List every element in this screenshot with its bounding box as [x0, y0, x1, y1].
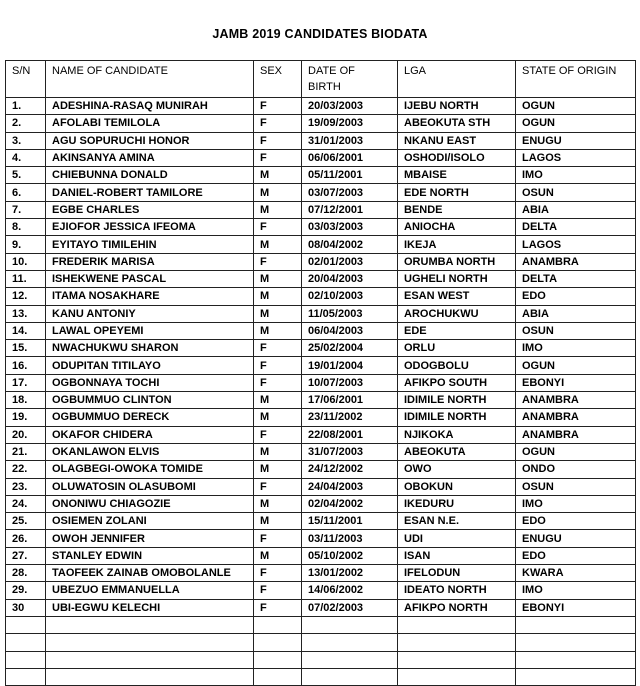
cell-name: CHIEBUNNA DONALD — [46, 167, 254, 184]
cell-sex: M — [254, 495, 302, 512]
cell-sex: M — [254, 288, 302, 305]
cell-state: ENUGU — [516, 530, 636, 547]
cell-sex: F — [254, 599, 302, 616]
cell-sn: 16. — [6, 357, 46, 374]
cell-sn: 20. — [6, 426, 46, 443]
cell-state: IMO — [516, 340, 636, 357]
cell-sn: 10. — [6, 253, 46, 270]
cell-lga: OBOKUN — [398, 478, 516, 495]
cell-name: UBEZUO EMMANUELLA — [46, 582, 254, 599]
empty-cell — [46, 634, 254, 651]
empty-row — [6, 651, 636, 668]
cell-lga: AROCHUKWU — [398, 305, 516, 322]
cell-sn: 28. — [6, 565, 46, 582]
cell-sn: 21. — [6, 443, 46, 460]
empty-cell — [398, 668, 516, 685]
empty-cell — [6, 634, 46, 651]
table-row — [6, 495, 636, 512]
cell-state: LAGOS — [516, 236, 636, 253]
cell-sn: 12. — [6, 288, 46, 305]
header-sex: SEX — [254, 61, 302, 98]
cell-dob: 02/04/2002 — [302, 495, 398, 512]
table-row — [6, 201, 636, 218]
cell-lga: IKEJA — [398, 236, 516, 253]
cell-lga: IDEATO NORTH — [398, 582, 516, 599]
table-row — [6, 409, 636, 426]
cell-lga: NJIKOKA — [398, 426, 516, 443]
cell-name: LAWAL OPEYEMI — [46, 322, 254, 339]
cell-sn: 18. — [6, 392, 46, 409]
cell-lga: ORUMBA NORTH — [398, 253, 516, 270]
cell-lga: IFELODUN — [398, 565, 516, 582]
cell-dob: 02/10/2003 — [302, 288, 398, 305]
cell-dob: 03/03/2003 — [302, 219, 398, 236]
cell-sex: F — [254, 132, 302, 149]
empty-cell — [398, 651, 516, 668]
cell-lga: BENDE — [398, 201, 516, 218]
cell-state: ABIA — [516, 305, 636, 322]
cell-dob: 19/09/2003 — [302, 115, 398, 132]
cell-state: EDO — [516, 547, 636, 564]
cell-state: OSUN — [516, 478, 636, 495]
cell-state: OSUN — [516, 322, 636, 339]
cell-dob: 14/06/2002 — [302, 582, 398, 599]
cell-lga: IKEDURU — [398, 495, 516, 512]
cell-name: ODUPITAN TITILAYO — [46, 357, 254, 374]
cell-sn: 13. — [6, 305, 46, 322]
empty-cell — [6, 651, 46, 668]
cell-name: ITAMA NOSAKHARE — [46, 288, 254, 305]
cell-state: ANAMBRA — [516, 426, 636, 443]
cell-name: AKINSANYA AMINA — [46, 149, 254, 166]
cell-state: ANAMBRA — [516, 253, 636, 270]
cell-state: OSUN — [516, 184, 636, 201]
cell-lga: ABEOKUTA STH — [398, 115, 516, 132]
cell-sn: 26. — [6, 530, 46, 547]
cell-sex: M — [254, 322, 302, 339]
cell-sex: F — [254, 253, 302, 270]
cell-sex: M — [254, 547, 302, 564]
table-row — [6, 98, 636, 115]
cell-dob: 07/12/2001 — [302, 201, 398, 218]
cell-sn: 24. — [6, 495, 46, 512]
cell-lga: OSHODI/ISOLO — [398, 149, 516, 166]
cell-name: ISHEKWENE PASCAL — [46, 270, 254, 287]
table-header-row — [6, 61, 636, 98]
cell-lga: OWO — [398, 461, 516, 478]
empty-cell — [302, 634, 398, 651]
cell-dob: 08/04/2002 — [302, 236, 398, 253]
cell-sn: 15. — [6, 340, 46, 357]
cell-name: EYITAYO TIMILEHIN — [46, 236, 254, 253]
empty-cell — [254, 616, 302, 633]
empty-cell — [398, 634, 516, 651]
empty-row — [6, 616, 636, 633]
cell-sex: F — [254, 565, 302, 582]
table-row — [6, 443, 636, 460]
cell-name: UBI-EGWU KELECHI — [46, 599, 254, 616]
cell-sex: F — [254, 426, 302, 443]
cell-sn: 1. — [6, 98, 46, 115]
cell-lga: ANIOCHA — [398, 219, 516, 236]
empty-cell — [516, 668, 636, 685]
cell-dob: 25/02/2004 — [302, 340, 398, 357]
table-row — [6, 236, 636, 253]
cell-state: KWARA — [516, 565, 636, 582]
cell-lga: IJEBU NORTH — [398, 98, 516, 115]
cell-lga: ODOGBOLU — [398, 357, 516, 374]
table-row — [6, 167, 636, 184]
cell-sex: F — [254, 582, 302, 599]
empty-cell — [6, 668, 46, 685]
cell-dob: 03/07/2003 — [302, 184, 398, 201]
cell-state: IMO — [516, 167, 636, 184]
cell-dob: 24/04/2003 — [302, 478, 398, 495]
cell-state: EBONYI — [516, 599, 636, 616]
cell-dob: 05/10/2002 — [302, 547, 398, 564]
cell-sex: M — [254, 461, 302, 478]
cell-name: OSIEMEN ZOLANI — [46, 513, 254, 530]
cell-lga: EDE NORTH — [398, 184, 516, 201]
cell-sex: M — [254, 513, 302, 530]
empty-cell — [516, 616, 636, 633]
cell-sex: F — [254, 115, 302, 132]
table-row — [6, 530, 636, 547]
cell-state: ONDO — [516, 461, 636, 478]
cell-lga: UGHELI NORTH — [398, 270, 516, 287]
cell-dob: 05/11/2001 — [302, 167, 398, 184]
cell-name: TAOFEEK ZAINAB OMOBOLANLE — [46, 565, 254, 582]
cell-sex: M — [254, 443, 302, 460]
table-row — [6, 253, 636, 270]
cell-dob: 06/06/2001 — [302, 149, 398, 166]
cell-state: DELTA — [516, 270, 636, 287]
cell-state: IMO — [516, 495, 636, 512]
cell-name: STANLEY EDWIN — [46, 547, 254, 564]
table-row — [6, 565, 636, 582]
cell-state: OGUN — [516, 443, 636, 460]
empty-cell — [516, 651, 636, 668]
table-row — [6, 547, 636, 564]
cell-name: ONONIWU CHIAGOZIE — [46, 495, 254, 512]
header-sn: S/N — [6, 61, 46, 98]
empty-cell — [516, 634, 636, 651]
cell-name: EGBE CHARLES — [46, 201, 254, 218]
table-row — [6, 184, 636, 201]
cell-sex: M — [254, 305, 302, 322]
cell-sex: M — [254, 270, 302, 287]
document-title: JAMB 2019 CANDIDATES BIODATA — [212, 27, 428, 41]
cell-dob: 17/06/2001 — [302, 392, 398, 409]
cell-name: AFOLABI TEMILOLA — [46, 115, 254, 132]
cell-name: ADESHINA-RASAQ MUNIRAH — [46, 98, 254, 115]
cell-lga: IDIMILE NORTH — [398, 409, 516, 426]
cell-dob: 22/08/2001 — [302, 426, 398, 443]
table-row — [6, 270, 636, 287]
cell-state: OGUN — [516, 115, 636, 132]
cell-dob: 19/01/2004 — [302, 357, 398, 374]
cell-dob: 13/01/2002 — [302, 565, 398, 582]
empty-cell — [254, 634, 302, 651]
cell-name: KANU ANTONIY — [46, 305, 254, 322]
cell-sex: F — [254, 357, 302, 374]
cell-sex: M — [254, 392, 302, 409]
empty-cell — [302, 616, 398, 633]
cell-lga: AFIKPO SOUTH — [398, 374, 516, 391]
cell-sex: F — [254, 530, 302, 547]
cell-state: ENUGU — [516, 132, 636, 149]
cell-sex: M — [254, 184, 302, 201]
cell-lga: UDI — [398, 530, 516, 547]
cell-name: AGU SOPURUCHI HONOR — [46, 132, 254, 149]
table-row — [6, 288, 636, 305]
cell-sn: 17. — [6, 374, 46, 391]
cell-lga: NKANU EAST — [398, 132, 516, 149]
cell-sex: M — [254, 167, 302, 184]
cell-sn: 11. — [6, 270, 46, 287]
empty-cell — [254, 668, 302, 685]
cell-name: OGBUMMUO DERECK — [46, 409, 254, 426]
table-row — [6, 115, 636, 132]
cell-state: EDO — [516, 513, 636, 530]
cell-sn: 2. — [6, 115, 46, 132]
cell-sex: F — [254, 478, 302, 495]
empty-cell — [46, 616, 254, 633]
cell-sn: 23. — [6, 478, 46, 495]
cell-lga: ORLU — [398, 340, 516, 357]
cell-sn: 6. — [6, 184, 46, 201]
cell-state: DELTA — [516, 219, 636, 236]
cell-sn: 22. — [6, 461, 46, 478]
cell-lga: EDE — [398, 322, 516, 339]
table-row — [6, 305, 636, 322]
empty-cell — [398, 616, 516, 633]
cell-sn: 19. — [6, 409, 46, 426]
cell-sex: M — [254, 409, 302, 426]
cell-dob: 07/02/2003 — [302, 599, 398, 616]
empty-cell — [302, 651, 398, 668]
cell-sex: F — [254, 219, 302, 236]
cell-dob: 15/11/2001 — [302, 513, 398, 530]
cell-state: LAGOS — [516, 149, 636, 166]
cell-name: OLAGBEGI-OWOKA TOMIDE — [46, 461, 254, 478]
cell-sn: 3. — [6, 132, 46, 149]
cell-state: OGUN — [516, 357, 636, 374]
cell-state: ANAMBRA — [516, 392, 636, 409]
cell-sex: F — [254, 149, 302, 166]
cell-sn: 30 — [6, 599, 46, 616]
table-row — [6, 219, 636, 236]
cell-sex: M — [254, 236, 302, 253]
table-row — [6, 149, 636, 166]
cell-sn: 8. — [6, 219, 46, 236]
cell-state: EBONYI — [516, 374, 636, 391]
header-dob: DATE OF BIRTH — [302, 61, 398, 98]
cell-state: IMO — [516, 582, 636, 599]
cell-lga: IDIMILE NORTH — [398, 392, 516, 409]
cell-name: OKANLAWON ELVIS — [46, 443, 254, 460]
cell-sex: M — [254, 201, 302, 218]
cell-name: EJIOFOR JESSICA IFEOMA — [46, 219, 254, 236]
cell-sex: F — [254, 374, 302, 391]
cell-name: OGBUMMUO CLINTON — [46, 392, 254, 409]
empty-cell — [46, 668, 254, 685]
cell-sn: 5. — [6, 167, 46, 184]
cell-lga: ESAN N.E. — [398, 513, 516, 530]
cell-dob: 24/12/2002 — [302, 461, 398, 478]
table-row — [6, 132, 636, 149]
cell-state: ABIA — [516, 201, 636, 218]
cell-dob: 03/11/2003 — [302, 530, 398, 547]
cell-name: OGBONNAYA TOCHI — [46, 374, 254, 391]
cell-dob: 06/04/2003 — [302, 322, 398, 339]
table-row — [6, 582, 636, 599]
cell-dob: 31/01/2003 — [302, 132, 398, 149]
header-name: NAME OF CANDIDATE — [46, 61, 254, 98]
cell-dob: 02/01/2003 — [302, 253, 398, 270]
empty-row — [6, 668, 636, 685]
cell-sn: 29. — [6, 582, 46, 599]
cell-sex: F — [254, 340, 302, 357]
cell-lga: ABEOKUTA — [398, 443, 516, 460]
header-lga: LGA — [398, 61, 516, 98]
cell-lga: AFIKPO NORTH — [398, 599, 516, 616]
table-row — [6, 461, 636, 478]
empty-cell — [6, 616, 46, 633]
table-row — [6, 599, 636, 616]
cell-sn: 7. — [6, 201, 46, 218]
table-row — [6, 392, 636, 409]
table-row — [6, 322, 636, 339]
table-row — [6, 513, 636, 530]
cell-name: FREDERIK MARISA — [46, 253, 254, 270]
biodata-table — [5, 60, 636, 686]
cell-dob: 23/11/2002 — [302, 409, 398, 426]
cell-state: OGUN — [516, 98, 636, 115]
table-row — [6, 340, 636, 357]
cell-name: NWACHUKWU SHARON — [46, 340, 254, 357]
cell-lga: ESAN WEST — [398, 288, 516, 305]
cell-dob: 20/04/2003 — [302, 270, 398, 287]
cell-sn: 27. — [6, 547, 46, 564]
cell-sn: 14. — [6, 322, 46, 339]
cell-sn: 9. — [6, 236, 46, 253]
cell-state: EDO — [516, 288, 636, 305]
cell-dob: 11/05/2003 — [302, 305, 398, 322]
cell-lga: MBAISE — [398, 167, 516, 184]
cell-sn: 4. — [6, 149, 46, 166]
table-row — [6, 426, 636, 443]
empty-cell — [254, 651, 302, 668]
table-row — [6, 478, 636, 495]
cell-name: OKAFOR CHIDERA — [46, 426, 254, 443]
empty-row — [6, 634, 636, 651]
cell-name: OLUWATOSIN OLASUBOMI — [46, 478, 254, 495]
cell-dob: 20/03/2003 — [302, 98, 398, 115]
cell-dob: 10/07/2003 — [302, 374, 398, 391]
cell-name: OWOH JENNIFER — [46, 530, 254, 547]
header-state: STATE OF ORIGIN — [516, 61, 636, 98]
cell-lga: ISAN — [398, 547, 516, 564]
cell-sn: 25. — [6, 513, 46, 530]
cell-sex: F — [254, 98, 302, 115]
table-row — [6, 357, 636, 374]
cell-state: ANAMBRA — [516, 409, 636, 426]
cell-name: DANIEL-ROBERT TAMILORE — [46, 184, 254, 201]
empty-cell — [46, 651, 254, 668]
empty-cell — [302, 668, 398, 685]
cell-dob: 31/07/2003 — [302, 443, 398, 460]
table-row — [6, 374, 636, 391]
